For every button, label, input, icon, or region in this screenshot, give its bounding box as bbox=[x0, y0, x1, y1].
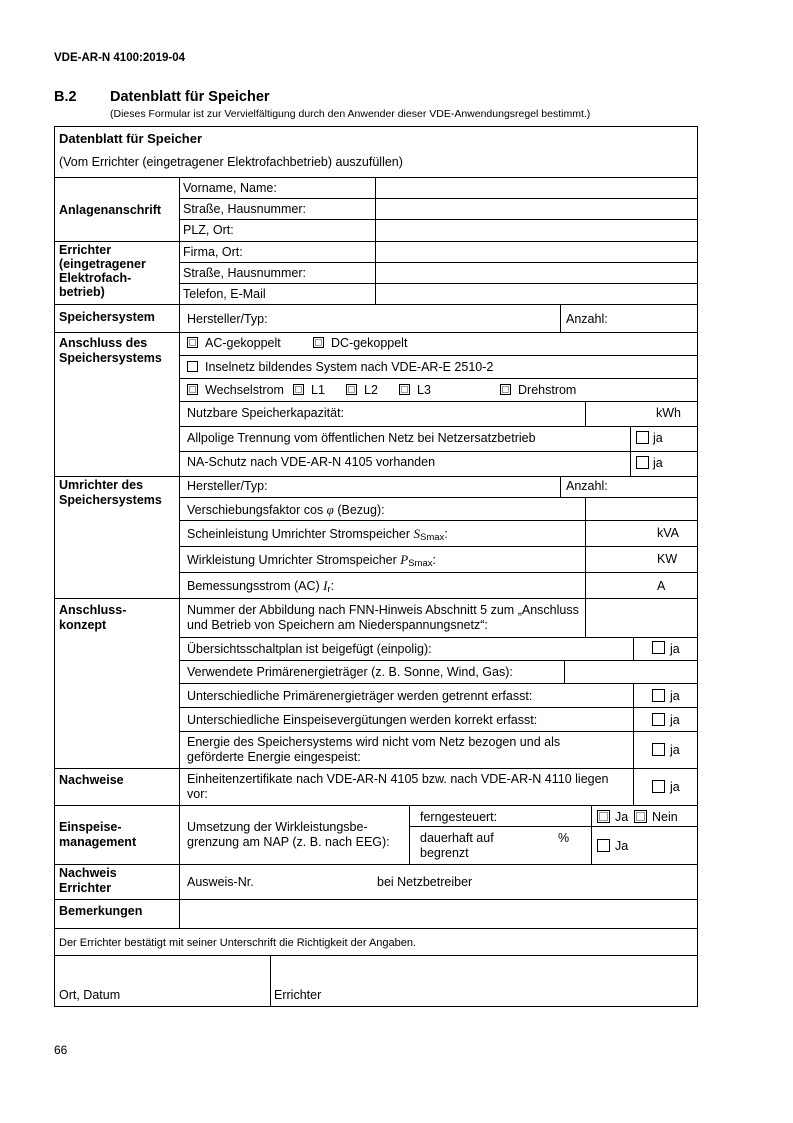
umrichter-hersteller-label: Hersteller/Typ: bbox=[187, 479, 268, 493]
ferngesteuert-ja-checkbox[interactable] bbox=[597, 810, 610, 823]
ac-gekoppelt-label: AC-gekoppelt bbox=[205, 336, 281, 350]
schaltplan-ja-label: ja bbox=[670, 642, 680, 656]
scheinleistung-input[interactable] bbox=[585, 520, 698, 547]
bestaetigung-text: Der Errichter bestätigt mit seiner Unterschrift die Richtigkeit der Angaben. bbox=[59, 937, 417, 949]
ferngesteuert-nein-label: Nein bbox=[652, 810, 678, 824]
primaer-label: Verwendete Primärenergieträger (z. B. Sonne, Wind, Gas): bbox=[187, 665, 513, 679]
kapazitaet-input[interactable] bbox=[585, 401, 698, 427]
datasheet-form bbox=[54, 126, 698, 1007]
dauerhaft-ja-label: Ja bbox=[615, 839, 629, 853]
speichersystem-label: Speichersystem bbox=[59, 310, 155, 324]
ac-gekoppelt-checkbox[interactable] bbox=[187, 337, 198, 348]
getrennt-ja-checkbox[interactable] bbox=[652, 689, 665, 702]
wechselstrom-label: Wechselstrom bbox=[205, 383, 284, 397]
abbildung-label: Nummer der Abbildung nach FNN-Hinweis Abschnitt 5 zum „Anschluss und Betrieb von Speichern am Niederspannungsnetz“: bbox=[187, 603, 579, 632]
umsetzung-label: Umsetzung der Wirkleistungsbe-grenzung am NAP (z. B. nach EEG): bbox=[187, 820, 390, 849]
dauerhaft-percent: % bbox=[558, 831, 570, 845]
bemessungsstrom-label: Bemessungsstrom (AC) $I_r$: bbox=[187, 578, 335, 595]
errichter-signature-field[interactable] bbox=[270, 955, 698, 1007]
cos-phi-label: Verschiebungsfaktor cos φ (Bezug): bbox=[187, 502, 385, 517]
nachweise-label: Nachweise bbox=[59, 773, 124, 787]
konzept-label: Anschluss-konzept bbox=[59, 603, 127, 632]
inselnetz-checkbox[interactable] bbox=[187, 361, 198, 372]
einspeise-label: Einspeise-management bbox=[59, 820, 137, 849]
scheinleistung-label: Scheinleistung Umrichter Stromspeicher $S_{Smax}$: bbox=[187, 526, 448, 543]
energie-ja-checkbox[interactable] bbox=[652, 743, 665, 756]
dauerhaft-label: dauerhaft auf bbox=[420, 831, 494, 845]
drehstrom-label: Drehstrom bbox=[518, 383, 577, 397]
umrichter-label: Umrichter des Speichersystems bbox=[59, 478, 162, 507]
kapazitaet-unit: kWh bbox=[656, 406, 681, 420]
page-number: 66 bbox=[54, 1043, 68, 1057]
inselnetz-label: Inselnetz bildendes System nach VDE-AR-E 2510-2 bbox=[205, 360, 494, 374]
ferngesteuert-label: ferngesteuert: bbox=[420, 810, 498, 824]
wirkleistung-unit: KW bbox=[657, 552, 678, 566]
ausweis-label: Ausweis-Nr. bbox=[187, 875, 254, 889]
energie-check-cell bbox=[633, 731, 698, 769]
energie-ja-label: ja bbox=[670, 743, 680, 757]
umrichter-anzahl-label: Anzahl: bbox=[566, 479, 608, 493]
verguetung-ja-label: ja bbox=[670, 713, 680, 727]
nachweis-errichter-label: Nachweis Errichter bbox=[59, 866, 117, 895]
bemessungsstrom-input[interactable] bbox=[585, 572, 698, 599]
scheinleistung-unit: kVA bbox=[657, 526, 679, 540]
zertifikate-ja-checkbox[interactable] bbox=[652, 780, 665, 793]
telefon-email-input[interactable] bbox=[375, 283, 698, 305]
wirkleistung-label: Wirkleistung Umrichter Stromspeicher $P_{Smax}$: bbox=[187, 552, 436, 569]
getrennt-ja-label: ja bbox=[670, 689, 680, 703]
field-label-errichter-strasse: Straße, Hausnummer: bbox=[183, 266, 306, 280]
na-schutz-label: NA-Schutz nach VDE-AR-N 4105 vorhanden bbox=[187, 455, 436, 469]
drehstrom-checkbox[interactable] bbox=[500, 384, 511, 395]
trennung-label: Allpolige Trennung vom öffentlichen Netz bei Netzersatzbetrieb bbox=[187, 431, 536, 445]
kapazitaet-label: Nutzbare Speicherkapazität: bbox=[187, 406, 345, 420]
verguetung-label: Unterschiedliche Einspeisevergütungen werden korrekt erfasst: bbox=[187, 713, 538, 727]
zertifikate-ja-label: ja bbox=[670, 780, 680, 794]
speicher-anzahl-label: Anzahl: bbox=[566, 312, 608, 326]
zertifikate-check-cell bbox=[633, 768, 698, 806]
dc-gekoppelt-checkbox[interactable] bbox=[313, 337, 324, 348]
l2-checkbox[interactable] bbox=[346, 384, 357, 395]
l3-checkbox[interactable] bbox=[399, 384, 410, 395]
verguetung-ja-checkbox[interactable] bbox=[652, 713, 665, 726]
field-label-vorname: Vorname, Name: bbox=[183, 181, 277, 195]
l1-label: L1 bbox=[311, 383, 325, 397]
form-heading: Datenblatt für Speicher bbox=[59, 131, 203, 146]
errichter-signature-label: Errichter bbox=[274, 988, 322, 1002]
plz-ort-input[interactable] bbox=[375, 219, 698, 242]
l1-checkbox[interactable] bbox=[293, 384, 304, 395]
ferngesteuert-ja-label: Ja bbox=[615, 810, 629, 824]
schaltplan-check-cell bbox=[633, 637, 698, 661]
form-subheading: (Vom Errichter (eingetragener Elektrofachbetrieb) auszufüllen) bbox=[59, 155, 403, 169]
schaltplan-label: Übersichtsschaltplan ist beigefügt (einpolig): bbox=[187, 642, 432, 656]
ort-datum-label: Ort, Datum bbox=[59, 988, 121, 1002]
dauerhaft-ja-checkbox[interactable] bbox=[597, 839, 610, 852]
section-title: Datenblatt für Speicher bbox=[110, 89, 270, 105]
begrenzt-label: begrenzt bbox=[420, 846, 469, 860]
wirkleistung-input[interactable] bbox=[585, 546, 698, 573]
verguetung-check-cell bbox=[633, 707, 698, 732]
vorname-input[interactable] bbox=[375, 177, 698, 199]
abbildung-input[interactable] bbox=[585, 598, 698, 638]
netzbetreiber-label: bei Netzbetreiber bbox=[377, 875, 473, 889]
ferngesteuert-nein-checkbox[interactable] bbox=[634, 810, 647, 823]
document-id: VDE-AR-N 4100:2019-04 bbox=[54, 52, 186, 64]
cos-phi-input[interactable] bbox=[585, 497, 698, 521]
l2-label: L2 bbox=[364, 383, 378, 397]
bemessungsstrom-unit: A bbox=[657, 579, 666, 593]
field-label-plz: PLZ, Ort: bbox=[183, 223, 234, 237]
field-label-telefon: Telefon, E-Mail bbox=[183, 287, 266, 301]
bemerkungen-label: Bemerkungen bbox=[59, 904, 143, 918]
errichter-label: Errichter (eingetragener Elektrofach-betrieb) bbox=[59, 243, 146, 299]
section-number: B.2 bbox=[54, 89, 77, 105]
getrennt-check-cell bbox=[633, 683, 698, 708]
anlagenanschrift-label: Anlagenanschrift bbox=[59, 203, 162, 217]
na-schutz-ja-label: ja bbox=[653, 456, 663, 470]
bemerkungen-input[interactable] bbox=[179, 899, 698, 929]
anlagen-strasse-input[interactable] bbox=[375, 198, 698, 220]
trennung-ja-label: ja bbox=[653, 431, 663, 445]
trennung-ja-checkbox[interactable] bbox=[636, 431, 649, 444]
energie-label: Energie des Speichersystems wird nicht vom Netz bezogen und als geförderte Energie eingespeist: bbox=[187, 735, 561, 764]
na-schutz-ja-checkbox[interactable] bbox=[636, 456, 649, 469]
section-note: (Dieses Formular ist zur Vervielfältigung durch den Anwender dieser VDE-Anwendungsregel bestimmt.) bbox=[110, 108, 591, 120]
l3-label: L3 bbox=[417, 383, 431, 397]
errichter-strasse-input[interactable] bbox=[375, 262, 698, 284]
zertifikate-label: Einheitenzertifikate nach VDE-AR-N 4105 bzw. nach VDE-AR-N 4110 liegen vor: bbox=[187, 772, 609, 801]
dc-gekoppelt-label: DC-gekoppelt bbox=[331, 336, 408, 350]
anschluss-label: Anschluss des Speichersystems bbox=[59, 336, 162, 365]
wechselstrom-checkbox[interactable] bbox=[187, 384, 198, 395]
firma-ort-input[interactable] bbox=[375, 241, 698, 263]
field-label-strasse: Straße, Hausnummer: bbox=[183, 202, 306, 216]
speicher-hersteller-label: Hersteller/Typ: bbox=[187, 312, 268, 326]
field-label-firma: Firma, Ort: bbox=[183, 245, 243, 259]
schaltplan-ja-checkbox[interactable] bbox=[652, 641, 665, 654]
primaer-input[interactable] bbox=[564, 660, 698, 684]
getrennt-label: Unterschiedliche Primärenergieträger werden getrennt erfasst: bbox=[187, 689, 533, 703]
